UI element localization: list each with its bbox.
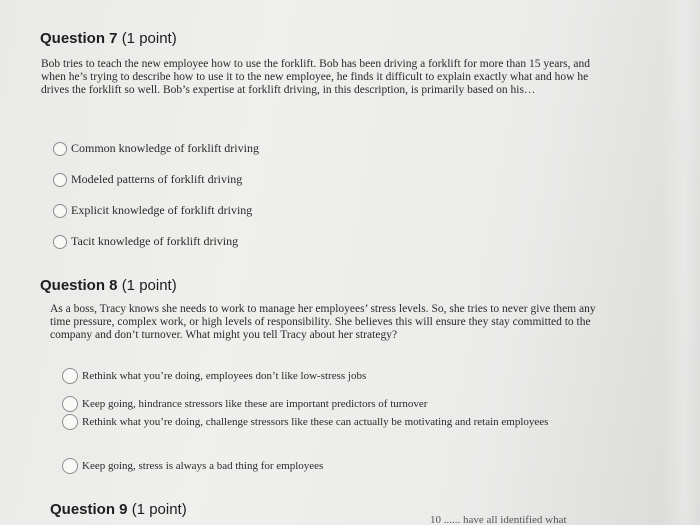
q7-option-label: Tacit knowledge of forklift driving (71, 234, 239, 248)
screen-glare (660, 0, 700, 525)
radio-button[interactable] (62, 458, 78, 474)
q7-option-common[interactable] (53, 141, 259, 156)
q7-option-label: Explicit knowledge of forklift driving (71, 203, 253, 217)
question-9-title (50, 501, 187, 518)
radio-button[interactable] (53, 142, 67, 156)
radio-button[interactable] (53, 173, 67, 187)
radio-button[interactable] (53, 204, 67, 218)
question-7-points: (1 point) (121, 30, 177, 47)
question-9-cut-off-text: 10 ...... have all identified what (430, 514, 567, 525)
q8-option-label: Rethink what you’re doing, challenge stressors like these can actually be motivating and retain employees (82, 415, 549, 428)
question-7-title (40, 30, 177, 47)
question-8-points: (1 point) (121, 277, 177, 294)
radio-button[interactable] (62, 396, 78, 412)
question-8-title (40, 277, 177, 294)
q8-option-rethink-low-stress[interactable] (62, 368, 366, 384)
q7-option-modeled[interactable] (53, 172, 242, 187)
q8-option-rethink-challenge[interactable] (62, 414, 552, 430)
q8-option-label: Keep going, hindrance stressors like these are important predictors of turnover (82, 398, 428, 410)
radio-button[interactable] (62, 414, 78, 430)
q7-option-explicit[interactable] (53, 203, 252, 218)
question-9-number: Question 9 (50, 501, 128, 518)
q7-option-tacit[interactable] (53, 234, 238, 249)
question-7-text: Bob tries to teach the new employee how to use the forklift. Bob has been driving a forklift for more than 15 years, and when he’s trying to describe how to use it to the new employee, he finds it difficult to explain exactly what and how he drives the forklift so well. Bob’s expertise at forklift driving, in this description, is primarily based on his… (41, 58, 590, 96)
question-7-number: Question 7 (40, 30, 118, 47)
q7-option-label: Common knowledge of forklift driving (71, 141, 259, 155)
q7-option-label: Modeled patterns of forklift driving (71, 172, 243, 186)
q8-option-label: Keep going, stress is always a bad thing for employees (82, 460, 324, 472)
question-8-text: As a boss, Tracy knows she needs to work to manage her employees’ stress levels. So, she tries to never give them any time pressure, complex work, or high levels of responsibility. She believes this will ensure they stay committed to the company and don’t turnover. What might you tell Tracy about her strategy? (50, 303, 596, 341)
q8-option-keep-hindrance[interactable] (62, 396, 427, 412)
radio-button[interactable] (53, 235, 67, 249)
radio-button[interactable] (62, 368, 78, 384)
question-9-points: (1 point) (131, 501, 187, 518)
q8-option-keep-always-bad[interactable] (62, 458, 323, 474)
q8-option-label: Rethink what you’re doing, employees don’t like low-stress jobs (82, 370, 367, 382)
question-8-number: Question 8 (40, 277, 118, 294)
